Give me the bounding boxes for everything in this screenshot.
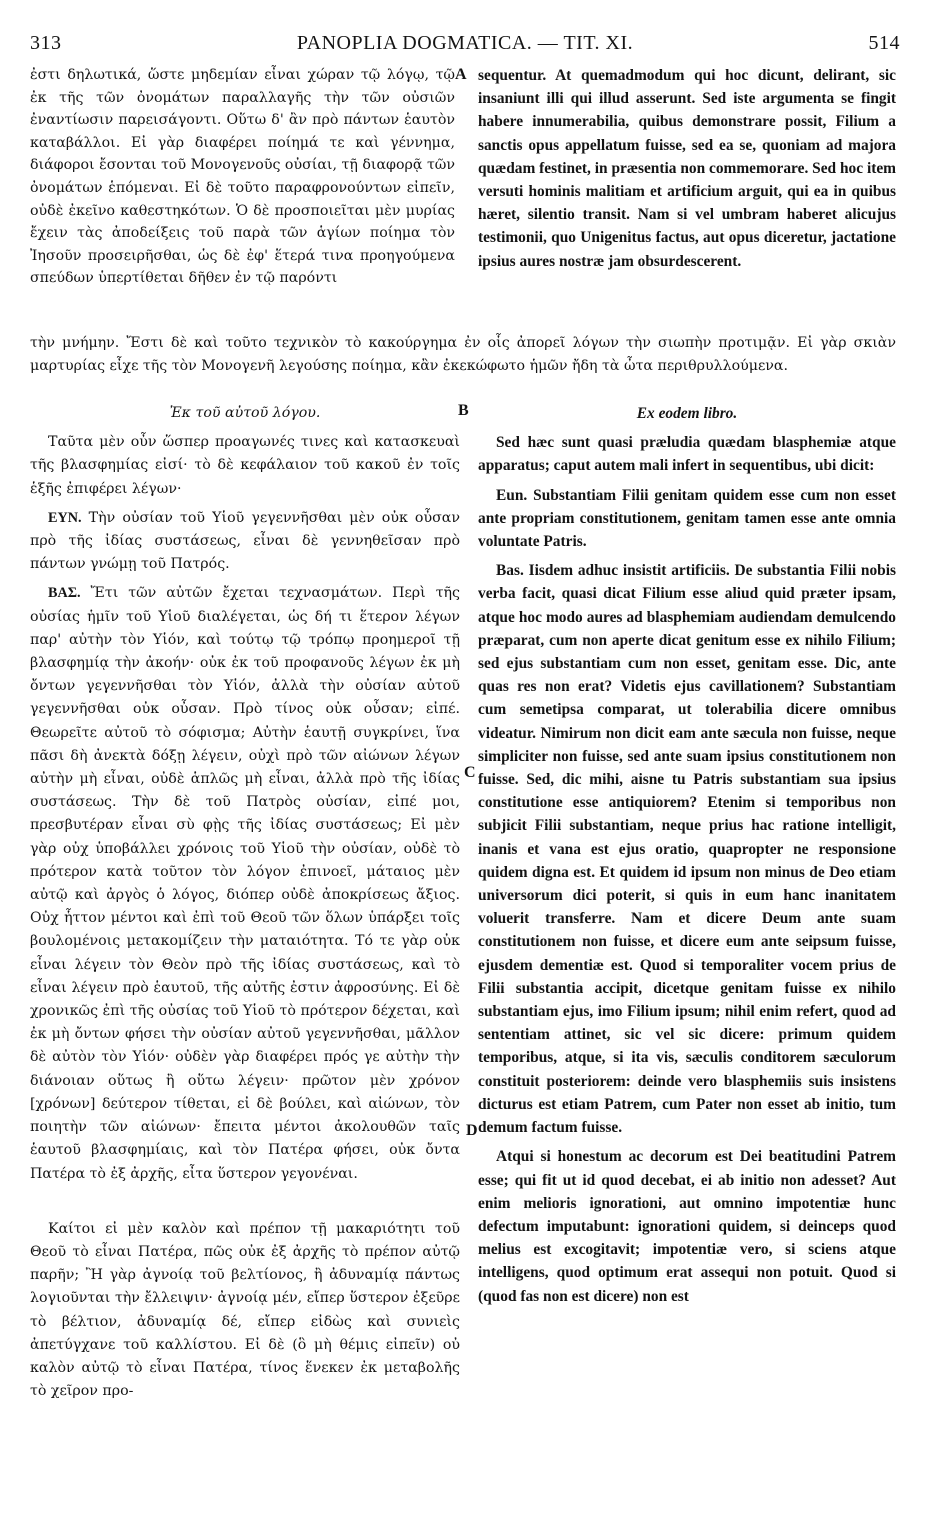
greek-full-width-text <box>30 332 896 377</box>
greek-column-top <box>30 64 455 296</box>
section-heading-latin: Ex eodem libro. <box>636 405 738 422</box>
latin-paragraph-eun <box>478 484 896 554</box>
page-number-right: 514 <box>868 32 900 54</box>
latin-column-top <box>478 64 896 279</box>
latin-text: Iisdem adhuc insistit artificiis. De substantia Filii nobis verba facit, quasi dicat Filium esse aliud quid præter ipsam, atque hoc modo aures ad blasphemiam audiendam demulcendo præparat, cum non aperte dicat genitum esse ex nihilo Filium; sed ejus substantiam cum non esset, genitam esse. Dic, ante quas res non erat? Videtis ejus cavillationem? Substantiam cum semetipsa comparat, ut tolerabilia dicere omnibus videatur. Nimirum non dicit eam ante sæcula non fuisse, neque simpliciter non fuisse, sed ante suam ipsius constitutionem non fuisse. Sed, dic mihi, aisne tu Patris substantiam sua ipsius constitutione esse antiquiorem? Etenim si temporibus non subjicit Filii substantiam, neque prius hac ratione intelligit, inanis et vana est ejus oratio, quapropter ne responsione quidem digna est. Et quidem id ipsum non minus de Deo etiam universorum dici poterit, si quis in eum hanc inanitatem voluerit transferre. Nam et dicere Deum ante suam constitutionem non fuisse, et dicere eum ante seipsum fuisse, ejusdem dementiæ est. Quod si temporaliter vocem prius de Filii substantia accipit, dicetque genitam fuisse ex nihilo substantiam ejus, imo Filium ipsum; nihil enim refert, quod ad sententiam attinet, sic vel sic dicere: primum quidem temporibus, atque, si ita vis, sæculis conditorem sæculorum constituit posteriorem: deinde vero blasphemiis suis insistens dicturus est etiam Patrem, cum Pater non esset ab initio, tum demum factum fuisse. <box>478 562 896 1137</box>
greek-paragraph-eun <box>30 507 460 577</box>
speaker-eun: Eun. <box>496 486 528 504</box>
latin-paragraph-bas <box>478 559 896 1139</box>
greek-paragraph: Ταῦτα μὲν οὖν ὥσπερ προαγωνές τινες καὶ κατασκευαὶ τῆς βλασφημίας εἰσί· τὸ δὲ κεφάλαιον τοῦ κακοῦ ἐν τοῖς ἑξῆς ἐπιφέρει λέγων· <box>30 434 460 497</box>
greek-paragraph: Καίτοι εἰ μὲν καλὸν καὶ πρέπον τῇ μακαριότητι τοῦ Θεοῦ τὸ εἶναι Πατέρα, πῶς οὐκ ἐξ ἀρχῆς τὸ πρέπον αὐτῷ παρῆν; Ἢ γὰρ ἀγνοίᾳ τοῦ βελτίονος, ἢ ἀδυναμίᾳ πάντως λογιοῦνται τὴν ἔλλειψιν· ἀγνοίᾳ μέν, εἴπερ ὕστερον ἐξεῦρε τὸ βέλτιον, ἀδυναμίᾳ δέ, εἴπερ εἰδὼς καὶ συνιεὶς ἀπετύγχανε τοῦ καλλίστου. Εἰ δὲ (ὃ μὴ θέμις εἰπεῖν) οὐ καλὸν αὐτῷ τὸ εἶναι Πατέρα, τίνος ἕνεκεν ἐκ μεταβολῆς τὸ χεῖρον προ- <box>30 1220 460 1400</box>
margin-marker-a: A <box>455 66 467 83</box>
margin-marker-b: B <box>458 402 469 419</box>
latin-paragraph: Atqui si honestum ac decorum est Dei beatitudini Patrem esse; qui fit ut id quod decebat, ei ab initio non adesset? Aut enim melioris ignorationi, aut omnino impotentiæ hunc defectum imputabunt: ignorationi quidem, si deinceps quod melius est excogitavit; impotentiæ vero, si sciens atque intelligens, quod optimum erat assequi non potuit. Quod si (quod fas non est dicere) non est <box>478 1148 896 1305</box>
latin-paragraph: Sed hæc sunt quasi præludia quædam blasphemiæ atque apparatus; caput autem mali infert in sequentibus, ubi dicit: <box>478 434 896 475</box>
page-number-left: 313 <box>30 32 62 54</box>
margin-marker-d: D <box>466 1122 478 1139</box>
speaker-eun: ΕΥΝ. <box>48 509 82 526</box>
running-title: PANOPLIA DOGMATICA. — TIT. XI. <box>296 32 634 54</box>
greek-text: Ἔτι τῶν αὐτῶν ἔχεται τεχνασμάτων. Περὶ τῆς οὐσίας ἡμῖν τοῦ Υἱοῦ διαλέγεται, ὡς δή τι ἕτερον λέγων παρ' αὐτὴν τὸν Υἱόν, καὶ τούτῳ τῷ τρόπῳ προημεροῖ τῇ βλασφημίᾳ τὴν ἀκοήν· οὐκ ἐκ τοῦ προφανοῦς λέγων ἐκ μὴ ὄντων γεγεννῆσθαι τὸν Υἱόν, ἀλλὰ τὴν οὐσίαν αὐτοῦ γεγεννῆσθαι οὐκ οὖσαν. Πρὸ τίνος οὐκ οὖσαν; εἰπέ. Θεωρεῖτε αὐτοῦ τὸ σόφισμα; Αὐτὴν ἑαυτῇ συγκρίνει, ἵνα πᾶσι δὴ ἀνεκτὰ δόξῃ λέγειν, οὐχὶ πρὸ τῶν αἰώνων λέγων αὐτὴν μὴ εἶναι, οὐδὲ ἁπλῶς μὴ εἶναι, ἀλλὰ πρὸ τῆς ἰδίας συστάσεως. Τὴν δὲ τοῦ Πατρὸς οὐσίαν, εἰπέ μοι, πρεσβυτέραν εἶναι σὺ φῂς τῆς ἰδίας συστάσεως; Εἰ μὲν γὰρ οὐχ ὑποβάλλει χρόνοις τοῦ Υἱοῦ τὴν οὐσίαν, οὐδὲ τὸ πρότερον κατὰ τοῦτον τὸν λόγον ἐπινοεῖ, μάταιος μὲν αὐτῷ καὶ ἀργὸς ὁ λόγος, διόπερ οὐδὲ ἀποκρίσεως ἄξιος. Οὐχ ἧττον μέντοι καὶ ἐπὶ τοῦ Θεοῦ τῶν ὅλων ὑπάρξει τοῖς βουλομένοις μετακομίζειν τὴν ματαιότητα. Τό τε γὰρ οὐκ εἶναι λέγειν τὸν Θεὸν πρὸ τῆς ἰδίας συστάσεως, καὶ τὸ εἶναι λέγειν πρὸ ἑαυτοῦ, τῆς αὐτῆς ἐστιν ἀφροσύνης. Εἰ δὲ χρονικῶς ἐπὶ τῆς οὐσίας τοῦ Υἱοῦ τὸ πρότερον δέχεται, καὶ ἐκ μὴ ὄντων φήσει τὴν οὐσίαν αὐτοῦ γεγεννῆσθαι, μᾶλλον δὲ αὐτὸν τὸν Υἱόν· οὐδὲν γὰρ διαφέρει πρός γε αὐτὴν τὴν διάνοιαν οὕτως ἢ οὕτω λέγειν· πρῶτον μὲν χρόνον [χρόνων] δεύτερον τίθεται, εἰ δὲ βούλει, καὶ αἰώνων, τὸν ποιητὴν τῶν αἰώνων· ἔπειτα μέντοι ἀκολουθῶν ταῖς ἑαυτοῦ βλασφημίαις, καὶ τὸν Πατέρα φήσει, οὐκ ὄντα Πατέρα τὸ ἐξ ἀρχῆς, εἶτα ὕστερον γεγονέναι. <box>30 585 460 1182</box>
latin-paragraph: sequentur. At quemadmodum qui hoc dicunt, delirant, sic insaniunt illi qui illud asserunt. Sed iste argumenta se fingit habere innumerabilia, quibus demonstrare possit, Filium a sanctis opus appellatum fuisse, sed ea se, quoniam ad majora quædam festinet, in præsentia non commemorare. Sed hoc item versuti hominis malitiam et artificium arguit, qui ea in quibus hæret, silentio transit. Nam si vel umbram haberet alicujus testimonii, quo Unigenitus factus, aut opus diceretur, jactatione ipsius aures nostræ jam obsurdescerent. <box>478 67 896 270</box>
speaker-bas: ΒΑΣ. <box>48 585 81 602</box>
greek-text: Τὴν οὐσίαν τοῦ Υἱοῦ γεγεννῆσθαι μὲν οὐκ οὖσαν πρὸ τῆς ἰδίας συστάσεως, εἶναι δὲ γεννηθεῖσαν πρὸ πάντων γνώμῃ τοῦ Πατρός. <box>30 509 460 573</box>
running-header <box>30 28 900 62</box>
margin-marker-c: C <box>464 764 476 781</box>
greek-paragraph: ἐστι δηλωτικά, ὥστε μηδεμίαν εἶναι χώραν τῷ λόγῳ, τῷ ἐκ τῆς τῶν ὀνομάτων παραλλαγῆς τὴν τῶν οὐσιῶν ἐναντίωσιν παρεισάγοντι. Οὕτω δ' ἂν πρὸ πάντων ἑαυτὸν καταβάλλοι. Εἰ γὰρ διαφέρει ποίημά τε καὶ γέννημα, διάφοροι ἔσονται τοῦ Μονογενοῦς οὐσίαι, τῇ διαφορᾷ τῶν ὀνομάτων ἑπόμεναι. Εἰ δὲ τοῦτο παραφρονούντων εἰπεῖν, οὐδὲ ἐκεῖνο καθεστηκότων. Ὁ δὲ προσποιεῖται μὲν μυρίας ἔχειν τὰς ἀποδείξεις τοῦ παρὰ τῶν ἁγίων ποίημα τὸν Ἰησοῦν προσειρῆσθαι, ὡς δὲ ἐφ' ἕτερά τινα προηγούμενα σπεύδων ὑπερτίθεται δῆθεν ἐν τῷ παρόντι <box>30 67 455 287</box>
greek-paragraph-continued: τὴν μνήμην. Ἔστι δὲ καὶ τοῦτο τεχνικὸν τὸ κακούργημα ἐν οἷς ἀπορεῖ λόγων τὴν σιωπὴν προτιμᾷν. Εἰ γὰρ σκιὰν μαρτυρίας εἶχε τῆς τὸν Μονογενῆ λεγούσης ποίημα, κἂν ἐκεκώφωτο ἡμῶν ἤδη τὰ ὦτα περιθρυλλούμενα. <box>30 335 896 374</box>
greek-column <box>30 402 460 1409</box>
latin-column <box>478 402 896 1314</box>
latin-text: Substantiam Filii genitam quidem esse cum non esset ante propriam constitutionem, genitam tamen esse ante omnia voluntate Patris. <box>478 486 896 551</box>
speaker-bas: Bas. <box>496 562 524 580</box>
greek-paragraph-bas <box>30 582 460 1185</box>
section-heading-greek: Ἐκ τοῦ αὐτοῦ λόγου. <box>169 405 321 421</box>
